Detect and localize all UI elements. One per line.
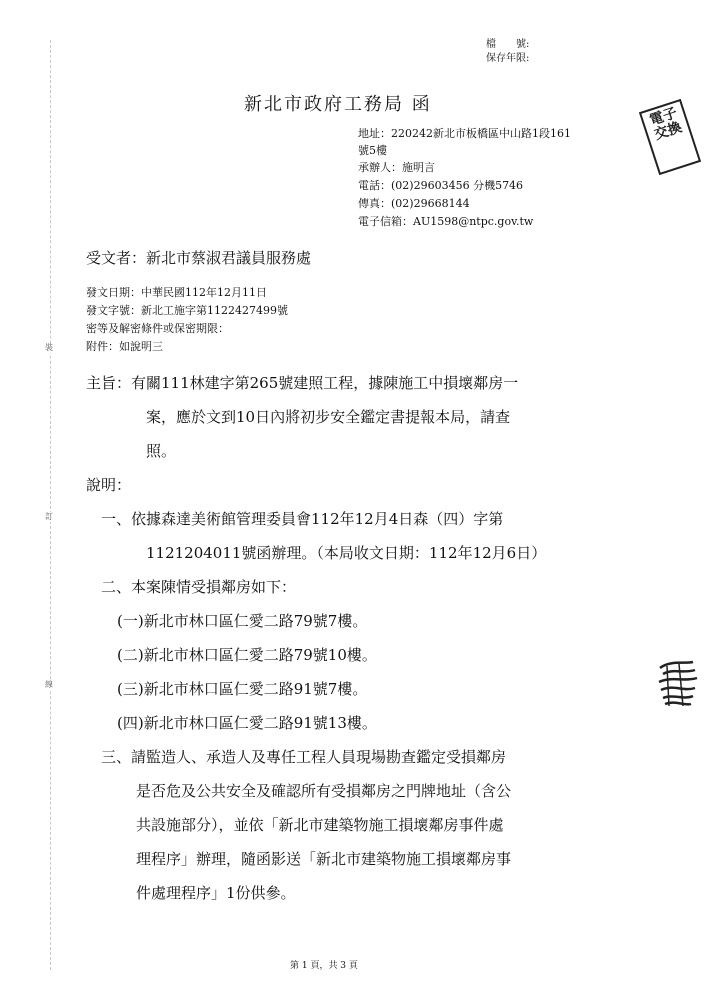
binding-mark-ding: 訂 — [45, 512, 53, 521]
stamp-text: 電子交換 — [647, 105, 684, 144]
electronic-exchange-stamp — [639, 99, 701, 175]
item-one-line-2: 1121204011號函辦理。（本局收文日期：112年12月6日） — [146, 544, 547, 562]
binding-line — [50, 40, 51, 970]
item-two-sub-4: (四)新北市林口區仁愛二路91號13樓。 — [117, 714, 377, 732]
subject-line-3: 照。 — [146, 442, 177, 460]
retention-label: 保存年限: — [486, 53, 530, 64]
page-footer: 第 1 頁，共 3 頁 — [290, 961, 358, 971]
item-two: 二、本案陳情受損鄰房如下： — [101, 578, 297, 596]
item-three-line-5: 件處理程序」1份供參。 — [136, 884, 296, 902]
document-number: 發文字號：新北工施字第1122427499號 — [86, 304, 288, 317]
item-one-line-1: 一、依據森達美術館管理委員會112年12月4日森（四）字第 — [101, 510, 504, 528]
attachment: 附件：如說明三 — [86, 340, 163, 353]
issue-date: 發文日期：中華民國112年12月11日 — [86, 286, 267, 299]
file-number-label: 檔 號: — [486, 39, 530, 50]
address-line-2: 號5樓 — [358, 144, 387, 157]
handler: 承辦人：施明言 — [358, 161, 435, 174]
item-three-line-4: 理程序」辦理，隨函影送「新北市建築物施工損壞鄰房事 — [136, 850, 512, 868]
item-three-line-2: 是否危及公共安全及確認所有受損鄰房之門牌地址（含公 — [136, 782, 512, 800]
explanation-label: 說明： — [86, 476, 132, 494]
item-two-sub-3: (三)新北市林口區仁愛二路91號7樓。 — [117, 680, 368, 698]
scribble-mark — [655, 660, 700, 710]
subject-line-2: 案，應於文到10日內將初步安全鑑定書提報本局，請查 — [146, 408, 511, 426]
document-title: 新北市政府工務局 函 — [244, 94, 432, 115]
address-line-1: 地址：220242新北市板橋區中山路1段161 — [358, 127, 571, 140]
subject-line-1: 主旨：有關111林建字第265號建照工程，據陳施工中損壞鄰房一 — [86, 374, 519, 392]
phone: 電話：(02)29603456 分機5746 — [358, 179, 524, 192]
binding-mark-zhuang: 裝 — [45, 343, 53, 352]
item-three-line-1: 三、請監造人、承造人及專任工程人員現場勘查鑑定受損鄰房 — [101, 748, 507, 766]
fax: 傳真：(02)29668144 — [358, 197, 470, 210]
item-three-line-3: 共設施部分），並依「新北市建築物施工損壞鄰房事件處 — [136, 816, 504, 834]
secrecy-level: 密等及解密條件或保密期限： — [86, 322, 229, 335]
recipient: 受文者：新北市蔡淑君議員服務處 — [86, 249, 312, 267]
item-two-sub-1: (一)新北市林口區仁愛二路79號7樓。 — [117, 612, 368, 630]
item-two-sub-2: (二)新北市林口區仁愛二路79號10樓。 — [117, 646, 377, 664]
email: 電子信箱：AU1598@ntpc.gov.tw — [358, 215, 534, 228]
binding-mark-xian: 線 — [45, 680, 53, 689]
